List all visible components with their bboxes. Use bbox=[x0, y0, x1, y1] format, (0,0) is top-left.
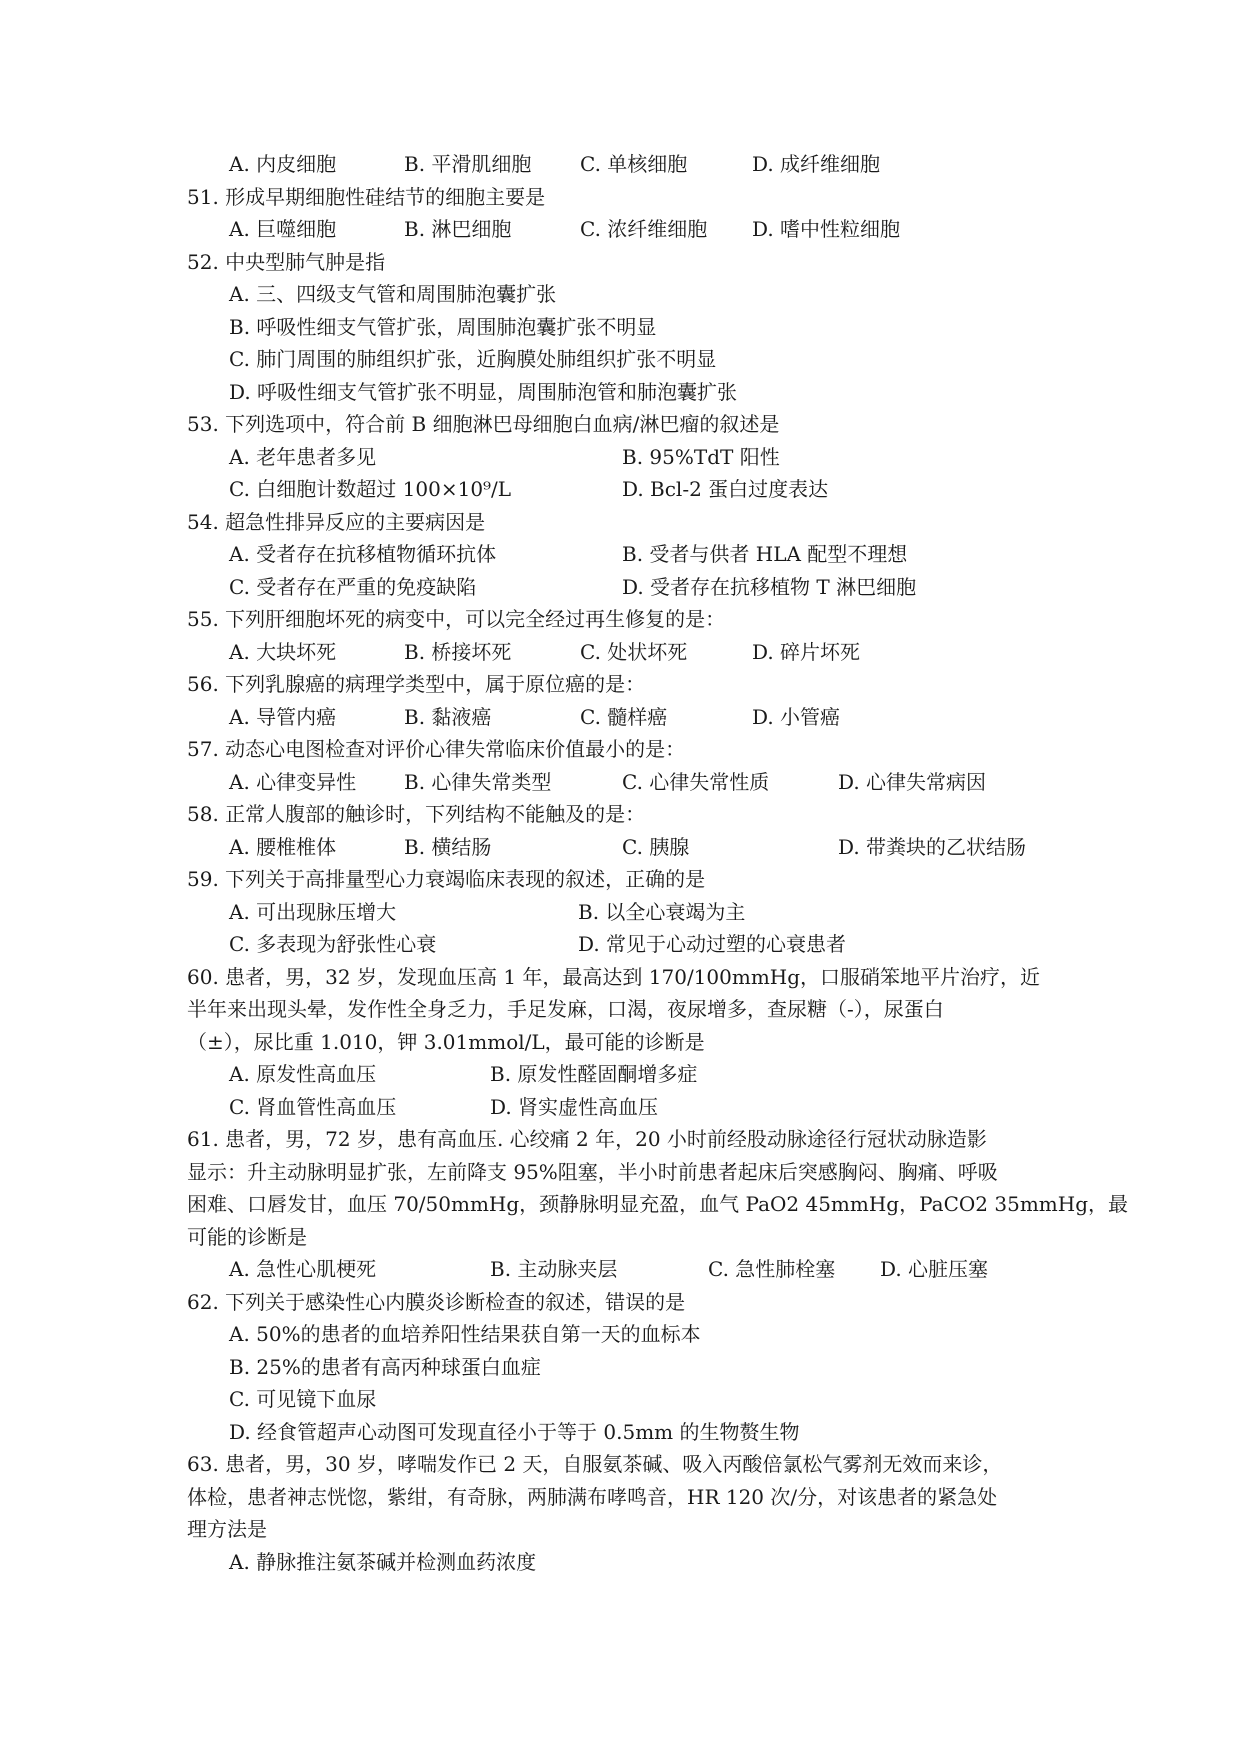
q51-option-b: B. 淋巴细胞 bbox=[404, 217, 512, 241]
q57-option-c: C. 心律失常性质 bbox=[622, 770, 770, 794]
q52-option-b: B. 呼吸性细支气管扩张，周围肺泡囊扩张不明显 bbox=[229, 315, 657, 339]
q51-option-a: A. 巨噬细胞 bbox=[229, 217, 337, 241]
q56-option-d: D. 小管癌 bbox=[752, 705, 841, 729]
q53-option-a: A. 老年患者多见 bbox=[229, 445, 377, 469]
q59-option-c: C. 多表现为舒张性心衰 bbox=[229, 932, 437, 956]
q56-stem: 56. 下列乳腺癌的病理学类型中，属于原位癌的是： bbox=[187, 672, 646, 696]
q63-stem-line-3: 理方法是 bbox=[187, 1517, 267, 1541]
q61-option-d: D. 心脏压塞 bbox=[880, 1257, 989, 1281]
q60-option-d: D. 肾实虚性高血压 bbox=[490, 1095, 659, 1119]
q57-option-d: D. 心律失常病因 bbox=[838, 770, 987, 794]
q57-stem: 57. 动态心电图检查对评价心律失常临床价值最小的是： bbox=[187, 737, 686, 761]
q58-option-c: C. 胰腺 bbox=[622, 835, 690, 859]
q59-option-b: B. 以全心衰竭为主 bbox=[578, 900, 746, 924]
q53-option-d: D. Bcl-2 蛋白过度表达 bbox=[622, 477, 829, 501]
q58-stem: 58. 正常人腹部的触诊时，下列结构不能触及的是： bbox=[187, 802, 646, 826]
q52-stem: 52. 中央型肺气肿是指 bbox=[187, 250, 386, 274]
q50-option-b: B. 平滑肌细胞 bbox=[404, 152, 532, 176]
q62-option-c: C. 可见镜下血尿 bbox=[229, 1387, 377, 1411]
q59-stem: 59. 下列关于高排量型心力衰竭临床表现的叙述，正确的是 bbox=[187, 867, 706, 891]
q55-option-d: D. 碎片坏死 bbox=[752, 640, 861, 664]
q51-option-d: D. 嗜中性粒细胞 bbox=[752, 217, 901, 241]
q54-option-b: B. 受者与供者 HLA 配型不理想 bbox=[622, 542, 908, 566]
q58-option-d: D. 带粪块的乙状结肠 bbox=[838, 835, 1027, 859]
q58-option-a: A. 腰椎椎体 bbox=[229, 835, 337, 859]
q55-option-c: C. 处状坏死 bbox=[580, 640, 688, 664]
q61-stem-line-1: 61. 患者，男，72 岁，患有高血压. 心绞痛 2 年，20 小时前经股动脉途径行冠状动脉造影 bbox=[187, 1127, 987, 1151]
q54-stem: 54. 超急性排异反应的主要病因是 bbox=[187, 510, 486, 534]
q59-option-a: A. 可出现脉压增大 bbox=[229, 900, 397, 924]
q59-option-d: D. 常见于心动过塑的心衰患者 bbox=[578, 932, 847, 956]
q60-option-c: C. 肾血管性高血压 bbox=[229, 1095, 397, 1119]
q60-option-b: B. 原发性醛固酮增多症 bbox=[490, 1062, 698, 1086]
q51-option-c: C. 浓纤维细胞 bbox=[580, 217, 708, 241]
q60-stem-line-2: 半年来出现头晕，发作性全身乏力，手足发麻，口渴，夜尿增多，查尿糖（-），尿蛋白 bbox=[187, 997, 944, 1021]
q50-option-c: C. 单核细胞 bbox=[580, 152, 688, 176]
q58-option-b: B. 横结肠 bbox=[404, 835, 492, 859]
q54-option-c: C. 受者存在严重的免疫缺陷 bbox=[229, 575, 477, 599]
q60-stem-line-3: （±），尿比重 1.010，钾 3.01mmol/L，最可能的诊断是 bbox=[187, 1030, 705, 1054]
q61-option-c: C. 急性肺栓塞 bbox=[708, 1257, 836, 1281]
q55-option-a: A. 大块坏死 bbox=[229, 640, 337, 664]
q55-stem: 55. 下列肝细胞坏死的病变中，可以完全经过再生修复的是： bbox=[187, 607, 726, 631]
q52-option-c: C. 肺门周围的肺组织扩张，近胸膜处肺组织扩张不明显 bbox=[229, 347, 717, 371]
q61-option-b: B. 主动脉夹层 bbox=[490, 1257, 618, 1281]
q60-stem-line-1: 60. 患者，男，32 岁，发现血压高 1 年，最高达到 170/100mmHg，口服硝笨地平片治疗，近 bbox=[187, 965, 1041, 989]
q54-option-a: A. 受者存在抗移植物循环抗体 bbox=[229, 542, 497, 566]
q63-stem-line-1: 63. 患者，男，30 岁，哮喘发作已 2 天，自服氨茶碱、吸入丙酸倍氯松气雾剂无效而来诊， bbox=[187, 1452, 1003, 1476]
q53-stem: 53. 下列选项中，符合前 B 细胞淋巴母细胞白血病/淋巴瘤的叙述是 bbox=[187, 412, 780, 436]
q56-option-b: B. 黏液癌 bbox=[404, 705, 492, 729]
q56-option-c: C. 髓样癌 bbox=[580, 705, 668, 729]
q52-option-a: A. 三、四级支气管和周围肺泡囊扩张 bbox=[229, 282, 557, 306]
q61-stem-line-4: 可能的诊断是 bbox=[187, 1225, 307, 1249]
q61-stem-line-2: 显示：升主动脉明显扩张，左前降支 95%阻塞，半小时前患者起床后突感胸闷、胸痛、呼吸 bbox=[187, 1160, 998, 1184]
q56-option-a: A. 导管内癌 bbox=[229, 705, 337, 729]
q50-option-a: A. 内皮细胞 bbox=[229, 152, 337, 176]
q61-option-a: A. 急性心肌梗死 bbox=[229, 1257, 377, 1281]
q53-option-b: B. 95%TdT 阳性 bbox=[622, 445, 780, 469]
q63-stem-line-2: 体检，患者神志恍惚，紫绀，有奇脉，两肺满布哮鸣音，HR 120 次/分，对该患者的紧急处 bbox=[187, 1485, 998, 1509]
q52-option-d: D. 呼吸性细支气管扩张不明显，周围肺泡管和肺泡囊扩张 bbox=[229, 380, 738, 404]
q61-stem-line-3: 困难、口唇发甘，血压 70/50mmHg，颈静脉明显充盈，血气 PaO2 45mmHg，PaCO2 35mmHg，最 bbox=[187, 1192, 1128, 1216]
q54-option-d: D. 受者存在抗移植物 T 淋巴细胞 bbox=[622, 575, 917, 599]
q62-stem: 62. 下列关于感染性心内膜炎诊断检查的叙述，错误的是 bbox=[187, 1290, 686, 1314]
q55-option-b: B. 桥接坏死 bbox=[404, 640, 512, 664]
q60-option-a: A. 原发性高血压 bbox=[229, 1062, 377, 1086]
q50-option-d: D. 成纤维细胞 bbox=[752, 152, 881, 176]
q62-option-a: A. 50%的患者的血培养阳性结果获自第一天的血标本 bbox=[229, 1322, 701, 1346]
q51-stem: 51. 形成早期细胞性硅结节的细胞主要是 bbox=[187, 185, 546, 209]
q63-option-a: A. 静脉推注氨茶碱并检测血药浓度 bbox=[229, 1550, 537, 1574]
q53-option-c: C. 白细胞计数超过 100×10⁹/L bbox=[229, 477, 512, 501]
q57-option-b: B. 心律失常类型 bbox=[404, 770, 552, 794]
q62-option-b: B. 25%的患者有高丙种球蛋白血症 bbox=[229, 1355, 541, 1379]
q62-option-d: D. 经食管超声心动图可发现直径小于等于 0.5mm 的生物赘生物 bbox=[229, 1420, 800, 1444]
q57-option-a: A. 心律变异性 bbox=[229, 770, 357, 794]
